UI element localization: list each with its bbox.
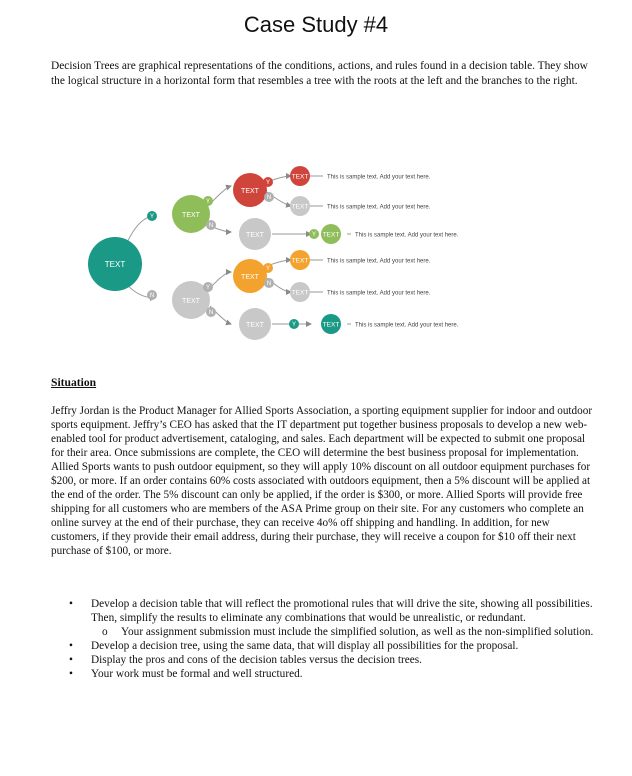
page-title: Case Study #4 <box>243 12 389 37</box>
svg-text:TEXT: TEXT <box>291 203 309 211</box>
leaf-text-3: This is sample text. Add your text here. <box>355 232 459 239</box>
no-badge <box>264 192 274 202</box>
list-item: • Display the pros and cons of the decision tables versus the decision trees. <box>69 654 422 666</box>
gray-node-lower-label: TEXT <box>182 298 200 305</box>
gray-node-upper-label: TEXT <box>246 232 264 239</box>
svg-text:N: N <box>149 293 155 300</box>
list-item: • Develop a decision table that will reflect the promotional rules that will drive the site, showing all possibilities. Then, simplify the results to eliminate any combinations that would be unrealistic, or redundant. <box>69 598 593 624</box>
leaf-text-2: This is sample text. Add your text here. <box>327 204 431 211</box>
red-node-label: TEXT <box>241 188 259 195</box>
svg-text:TEXT: TEXT <box>322 321 340 329</box>
root-node <box>88 237 142 291</box>
situation-heading: Situation <box>51 376 97 389</box>
svg-text:N: N <box>266 195 272 202</box>
yes-badge <box>263 177 273 187</box>
list-item: o Your assignment submission must include the simplified solution, as well as the non-simplified solution. <box>102 626 594 638</box>
situation-paragraph: Jeffry Jordan is the Product Manager for Allied Sports Association, a sporting equipment supplier for indoor and outdoor sports equipment. Jeffry’s CEO has asked that the IT department put together business proposals to develop a new web-enabled tool for product advertisement, cataloging, and sales. Each department will be expected to submit one proposal for their area. Once submissions are complete, the CEO will determine the best business proposal for implementation. Allied Sports wants to push outdoor equipment, so they will apply 10% discount on all outdoor equipment purchases for $200, or more. If an order contains 60% costs associated with outdoors equipment, then a 5% discount will be applied at the end of the order. The 5% discount can only be applied, if the order is $300, or more. Allied Sports will provide free shipping for all customers who are members of the ASA Prime group on their site. For any customers who complete an online survey at the end of their purchase, they can receive 4o% off shipping and handling. In addition, for new customers, if they provide their email address, during their purchase, they will receive a coupon for $10 off their next purchase of $100, or more. <box>51 405 593 557</box>
task-list <box>51 597 599 681</box>
svg-text:Y: Y <box>291 322 297 329</box>
leaf-text-6: This is sample text. Add your text here. <box>355 322 459 329</box>
svg-text:Y: Y <box>205 199 211 206</box>
svg-text:N: N <box>208 223 214 230</box>
yes-badge <box>147 211 157 221</box>
no-badge <box>206 220 216 230</box>
leaf-text-4: This is sample text. Add your text here. <box>327 258 431 265</box>
sub-bullet-marker: o <box>102 626 108 638</box>
svg-text:TEXT: TEXT <box>322 231 340 239</box>
yes-badge <box>263 263 273 273</box>
no-badge <box>147 290 157 300</box>
orange-node-label: TEXT <box>241 274 259 281</box>
leaf-text-5: This is sample text. Add your text here. <box>327 290 431 297</box>
svg-text:TEXT: TEXT <box>291 289 309 297</box>
yes-badge <box>203 282 213 292</box>
bullet-marker: • <box>69 668 73 680</box>
bullet-marker: • <box>69 598 73 610</box>
bullet-marker: • <box>69 640 73 652</box>
svg-text:Y: Y <box>149 214 155 221</box>
list-item: • Develop a decision tree, using the same data, that will display all possibilities for the proposal. <box>69 640 519 652</box>
green-node-label: TEXT <box>182 212 200 219</box>
gray-node-bottom-label: TEXT <box>246 322 264 329</box>
orange-node <box>233 259 267 293</box>
svg-text:N: N <box>266 281 272 288</box>
yes-badge <box>309 229 319 239</box>
bullet-marker: • <box>69 654 73 666</box>
yes-badge <box>289 319 299 329</box>
svg-text:TEXT: TEXT <box>291 173 309 181</box>
leaf-node-3 <box>321 224 459 244</box>
svg-text:Y: Y <box>265 180 271 187</box>
yes-badge <box>203 196 213 206</box>
gray-node-bottom <box>239 308 271 340</box>
root-node-label: TEXT <box>104 260 126 269</box>
red-node <box>233 173 267 207</box>
gray-node-upper <box>239 218 271 250</box>
no-badge <box>264 278 274 288</box>
list-item: • Your work must be formal and well structured. <box>69 668 303 680</box>
svg-text:Y: Y <box>205 285 211 292</box>
leaf-node-6 <box>321 314 459 334</box>
svg-text:TEXT: TEXT <box>291 257 309 265</box>
intro-paragraph: Decision Trees are graphical representations of the conditions, actions, and rules found in a decision table. They show the logical structure in a horizontal form that resembles a tree with the roots at the left and the branches to the right. <box>51 60 588 87</box>
svg-text:N: N <box>208 310 214 317</box>
svg-text:Y: Y <box>265 266 271 273</box>
leaf-text-1: This is sample text. Add your text here. <box>327 174 431 181</box>
svg-text:Y: Y <box>311 232 317 239</box>
decision-tree-diagram <box>85 160 495 342</box>
no-badge <box>206 307 216 317</box>
